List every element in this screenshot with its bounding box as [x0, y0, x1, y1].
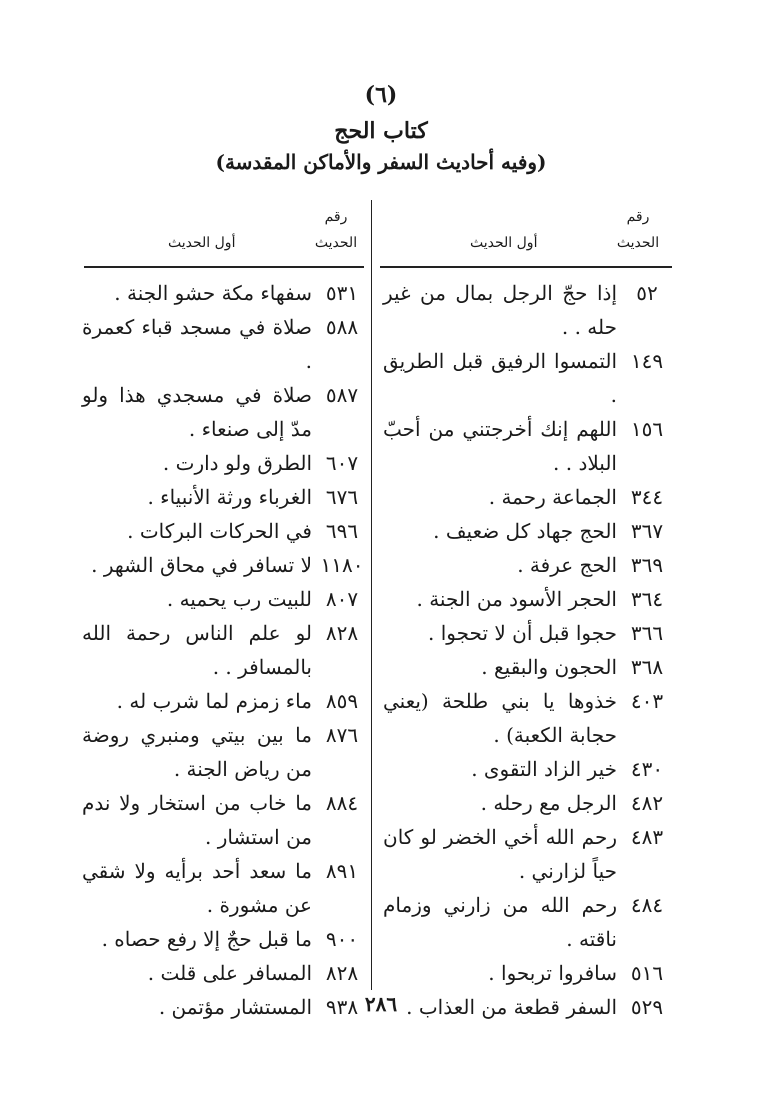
hadith-text: خير الزاد التقوى . — [471, 757, 617, 781]
hadith-text: اللهم إنك أخرجتني من أحبّ البلاد . . — [383, 417, 617, 475]
left-column — [82, 276, 368, 1024]
hadith-text: سفهاء مكة حشو الجنة . — [114, 281, 312, 305]
hadith-text: ماء زمزم لما شرب له . — [116, 689, 312, 713]
hadith-entry — [82, 922, 368, 956]
hadith-number: ٤٨٣ — [630, 825, 664, 849]
hadith-number: ١٥٦ — [630, 417, 664, 441]
hadith-text: الغرباء ورثة الأنبياء . — [147, 485, 312, 509]
page-number: ٢٨٦ — [364, 992, 398, 1016]
hadith-text: المسافر على قلت . — [147, 961, 312, 985]
hadith-text: إذا حجّ الرجل بمال من غير حله . . — [383, 281, 617, 339]
hadith-text: رحم الله من زارني وزمام ناقته . — [383, 893, 617, 951]
hadith-number: ٤٣٠ — [630, 757, 664, 781]
column-divider — [371, 200, 372, 990]
hadith-text: سافروا تربحوا . — [488, 961, 617, 985]
hadith-number: ٦٠٧ — [325, 451, 359, 475]
hadith-entry — [82, 548, 368, 582]
hadith-number: ٦٩٦ — [325, 519, 359, 543]
hadith-entry — [383, 752, 673, 786]
hadith-text: الحجر الأسود من الجنة . — [416, 587, 617, 611]
hadith-entry — [82, 684, 368, 718]
hadith-number: ٣٦٦ — [630, 621, 664, 645]
hadith-number: ٥١٦ — [630, 961, 664, 985]
hadith-text: ما قبل حجٌ إلا رفع حصاه . — [101, 927, 312, 951]
hadith-entry — [82, 276, 368, 310]
hadith-text: الحج جهاد كل ضعيف . — [433, 519, 617, 543]
hadith-number: ٣٦٧ — [630, 519, 664, 543]
hadith-entry — [383, 956, 673, 990]
hadith-number: ٥٨٧ — [325, 383, 359, 407]
hadith-entry — [82, 718, 368, 786]
hadith-entry — [82, 616, 368, 684]
right-hadith-label: أول الحديث — [470, 235, 538, 251]
hadith-number: ٥٢٩ — [630, 995, 664, 1019]
hadith-text: الرجل مع رحله . — [480, 791, 617, 815]
hadith-text: المستشار مؤتمن . — [158, 995, 312, 1019]
hadith-entry — [82, 582, 368, 616]
hadith-number: ٣٦٩ — [630, 553, 664, 577]
left-header-rule — [84, 266, 364, 268]
hadith-text: صلاة في مسجدي هذا ولو مدّ إلى صنعاء . — [82, 383, 312, 441]
hadith-text: ما خاب من استخار ولا ندم من استشار . — [82, 791, 312, 849]
hadith-number: ٨٨٤ — [325, 791, 359, 815]
hadith-text: ما سعد أحد برأيه ولا شقي عن مشورة . — [82, 859, 312, 917]
hadith-text: السفر قطعة من العذاب . — [406, 995, 617, 1019]
hadith-number: ٨٠٧ — [325, 587, 359, 611]
hadith-text: خذوها يا بني طلحة (يعني حجابة الكعبة) . — [383, 689, 617, 747]
hadith-text: حجوا قبل أن لا تحجوا . — [428, 621, 617, 645]
hadith-text: الحجون والبقيع . — [481, 655, 617, 679]
hadith-text: ما بين بيتي ومنبري روضة من رياض الجنة . — [82, 723, 312, 781]
hadith-number: ٦٧٦ — [325, 485, 359, 509]
hadith-number: ١٤٩ — [630, 349, 664, 373]
hadith-entry — [383, 820, 673, 888]
hadith-text: التمسوا الرفيق قبل الطريق . — [383, 349, 617, 407]
hadith-text: لا تسافر في محاق الشهر . — [91, 553, 312, 577]
hadith-number: ٨٢٨ — [325, 961, 359, 985]
hadith-number: ٣٤٤ — [630, 485, 664, 509]
hadith-entry — [82, 956, 368, 990]
hadith-number: ٨٩١ — [325, 859, 359, 883]
hadith-entry — [383, 480, 673, 514]
hadith-text: الحج عرفة . — [517, 553, 617, 577]
hadith-entry — [82, 378, 368, 446]
hadith-entry — [82, 480, 368, 514]
hadith-number: ٣٦٤ — [630, 587, 664, 611]
left-hadith-label: أول الحديث — [168, 235, 236, 251]
hadith-entry — [383, 616, 673, 650]
hadith-number: ٥٢ — [636, 281, 658, 305]
chapter-number: (٦) — [364, 82, 398, 108]
hadith-number: ٩٠٠ — [325, 927, 359, 951]
hadith-text: رحم الله أخي الخضر لو كان حياً لزارني . — [383, 825, 617, 883]
hadith-entry — [383, 412, 673, 480]
right-header-rule — [380, 266, 672, 268]
hadith-text: صلاة في مسجد قباء كعمرة . — [82, 315, 312, 373]
hadith-entry — [383, 276, 673, 344]
hadith-entry — [82, 854, 368, 922]
hadith-number: ٨٢٨ — [325, 621, 359, 645]
hadith-entry — [383, 684, 673, 752]
hadith-number: ٤٨٤ — [630, 893, 664, 917]
hadith-entry — [383, 786, 673, 820]
hadith-entry — [383, 548, 673, 582]
hadith-entry — [383, 650, 673, 684]
book-title: كتاب الحج — [334, 118, 428, 144]
hadith-number: ٨٧٦ — [325, 723, 359, 747]
hadith-entry — [383, 582, 673, 616]
right-number-label-1: رقم — [626, 209, 650, 225]
hadith-text: الجماعة رحمة . — [488, 485, 617, 509]
hadith-entry — [82, 786, 368, 854]
hadith-text: في الحركات البركات . — [127, 519, 312, 543]
hadith-text: لو علم الناس رحمة الله بالمسافر . . — [82, 621, 312, 679]
hadith-number: ٨٥٩ — [325, 689, 359, 713]
hadith-number: ٥٣١ — [325, 281, 359, 305]
hadith-number: ٣٦٨ — [630, 655, 664, 679]
hadith-text: الطرق ولو دارت . — [162, 451, 312, 475]
hadith-number: ٥٨٨ — [325, 315, 359, 339]
hadith-number: ٩٣٨ — [325, 995, 359, 1019]
hadith-entry — [82, 514, 368, 548]
left-number-label-2: الحديث — [314, 235, 358, 251]
book-subtitle: (وفيه أحاديث السفر والأماكن المقدسة) — [215, 150, 547, 174]
hadith-number: ٤٠٣ — [630, 689, 664, 713]
hadith-entry — [383, 514, 673, 548]
hadith-text: للبيت رب يحميه . — [166, 587, 312, 611]
hadith-number: ١١٨٠ — [320, 553, 364, 577]
right-number-label-2: الحديث — [616, 235, 660, 251]
hadith-entry — [383, 888, 673, 956]
hadith-entry — [383, 344, 673, 412]
hadith-entry — [82, 446, 368, 480]
left-number-label-1: رقم — [324, 209, 348, 225]
right-column — [383, 276, 673, 1024]
hadith-number: ٤٨٢ — [630, 791, 664, 815]
hadith-entry — [82, 310, 368, 378]
